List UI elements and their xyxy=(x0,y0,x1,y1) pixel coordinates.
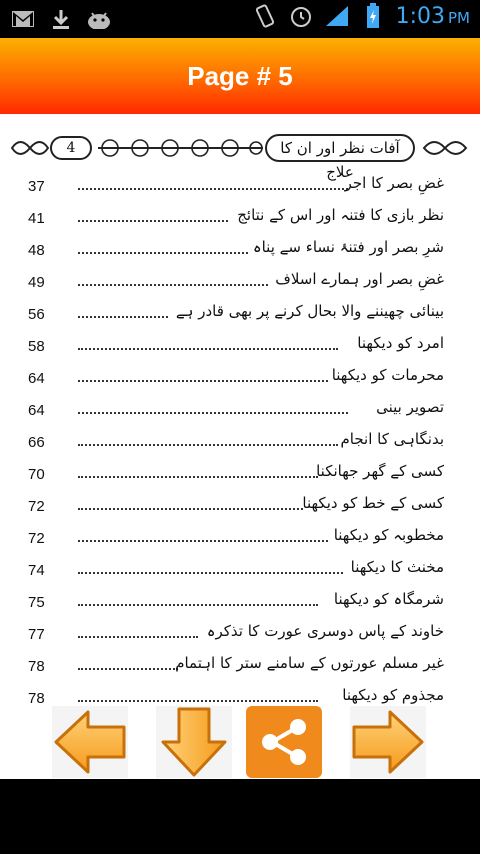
toc-page-number: 74 xyxy=(28,562,45,579)
alarm-icon xyxy=(288,3,314,29)
toc-row xyxy=(0,238,480,270)
toc-page-number: 48 xyxy=(28,242,45,259)
toc-row xyxy=(0,590,480,622)
toc-leader xyxy=(78,188,348,190)
toc-leader xyxy=(78,668,178,670)
toc-title: بدنگاہی کا انجام xyxy=(340,430,444,448)
toc-row xyxy=(0,174,480,206)
toc-page-number: 64 xyxy=(28,370,45,387)
toc-leader xyxy=(78,316,168,318)
toc-page-number: 75 xyxy=(28,594,45,611)
ornament-middle-icon xyxy=(98,134,263,162)
download-icon xyxy=(48,6,74,32)
toc-row xyxy=(0,654,480,686)
toc-page-number: 78 xyxy=(28,658,45,675)
download-page-button[interactable] xyxy=(156,706,232,778)
status-bar xyxy=(0,0,480,38)
toc-row xyxy=(0,430,480,462)
toc-page-number: 58 xyxy=(28,338,45,355)
toc-title: غضِ بصر کا اجر xyxy=(344,174,444,192)
toc-title: کسی کے خط کو دیکھنا xyxy=(302,494,444,512)
page-number-box: 4 xyxy=(50,136,92,160)
toc-leader xyxy=(78,572,343,574)
toc-title: بینائی چھیننے والا بحال کرنے پر بھی قادر ہے xyxy=(175,302,444,320)
toc-title: مجذوم کو دیکھنا xyxy=(342,686,444,704)
toc-leader xyxy=(78,252,248,254)
status-left-icons xyxy=(10,6,112,32)
toc-row xyxy=(0,206,480,238)
toc-page-number: 72 xyxy=(28,498,45,515)
toc-leader xyxy=(78,348,338,350)
toc-page-number: 66 xyxy=(28,434,45,451)
battery-icon xyxy=(360,3,386,29)
toc-row xyxy=(0,398,480,430)
toc-title: امرد کو دیکھنا xyxy=(357,334,444,352)
toc-page-number: 64 xyxy=(28,402,45,419)
toc-page-number: 56 xyxy=(28,306,45,323)
toc-row xyxy=(0,686,480,705)
toc-leader xyxy=(78,540,328,542)
android-icon xyxy=(86,6,112,32)
toc-title: تصویر بینی xyxy=(376,398,444,416)
toc-title: شرمگاہ کو دیکھنا xyxy=(333,590,444,608)
toc-page-number: 70 xyxy=(28,466,45,483)
toc-leader xyxy=(78,700,318,702)
share-icon xyxy=(256,714,312,770)
status-right-icons xyxy=(252,3,470,29)
ornament-left-icon xyxy=(10,134,50,162)
page-title: Page # 5 xyxy=(187,60,293,91)
toc-leader xyxy=(78,220,228,222)
toc-title: شرِ بصر اور فتنۂ نساء سے پناہ xyxy=(252,238,444,256)
toc-row xyxy=(0,302,480,334)
toc-page-number: 41 xyxy=(28,210,45,227)
toc-row xyxy=(0,334,480,366)
toc-title: خاوند کے پاس دوسری عورت کا تذکرہ xyxy=(206,622,444,640)
toc-leader xyxy=(78,636,198,638)
page-header-ornament xyxy=(10,130,470,181)
toc-row xyxy=(0,494,480,526)
toc-page-number: 78 xyxy=(28,690,45,705)
ornament-right-icon xyxy=(422,134,468,162)
previous-arrow-icon xyxy=(52,707,128,777)
toc-title: غیر مسلم عورتوں کے سامنے ستر کا اہتمام xyxy=(175,654,444,672)
toc-leader xyxy=(78,284,268,286)
toc-leader xyxy=(78,508,303,510)
toc-title: محرمات کو دیکھنا xyxy=(331,366,444,384)
toc-row xyxy=(0,462,480,494)
previous-page-button[interactable] xyxy=(52,706,128,778)
toc-title: غضِ بصر اور ہمارے اسلاف xyxy=(275,270,444,288)
toc-row xyxy=(0,270,480,302)
toc-leader xyxy=(78,412,348,414)
title-bar xyxy=(0,38,480,114)
book-title-box: آفات نظر اور ان کا علاج xyxy=(265,134,415,162)
gmail-icon xyxy=(10,6,36,32)
bottom-toolbar xyxy=(0,705,480,779)
down-arrow-icon xyxy=(159,706,229,778)
toc-row xyxy=(0,526,480,558)
toc-title: کسی کے گھر جھانکنا xyxy=(316,462,444,480)
toc-title: نظر بازی کا فتنہ اور اس کے نتائج xyxy=(237,206,444,224)
toc-row xyxy=(0,366,480,398)
clock: 1:03 PM xyxy=(395,3,470,29)
book-page[interactable] xyxy=(0,114,480,705)
toc-leader xyxy=(78,380,328,382)
vibrate-icon xyxy=(252,3,278,29)
toc-leader xyxy=(78,604,318,606)
toc-leader xyxy=(78,444,338,446)
signal-icon xyxy=(324,3,350,29)
toc-page-number: 77 xyxy=(28,626,45,643)
toc-page-number: 49 xyxy=(28,274,45,291)
empty-area xyxy=(0,779,480,854)
toc-title: مخنث کا دیکھنا xyxy=(350,558,444,576)
toc-leader xyxy=(78,476,318,478)
next-page-button[interactable] xyxy=(350,706,426,778)
toc-row xyxy=(0,558,480,590)
toc-title: مخطوبہ کو دیکھنا xyxy=(333,526,444,544)
next-arrow-icon xyxy=(350,707,426,777)
toc-page-number: 72 xyxy=(28,530,45,547)
toc-row xyxy=(0,622,480,654)
share-button[interactable] xyxy=(246,706,322,778)
toc-page-number: 37 xyxy=(28,178,45,195)
